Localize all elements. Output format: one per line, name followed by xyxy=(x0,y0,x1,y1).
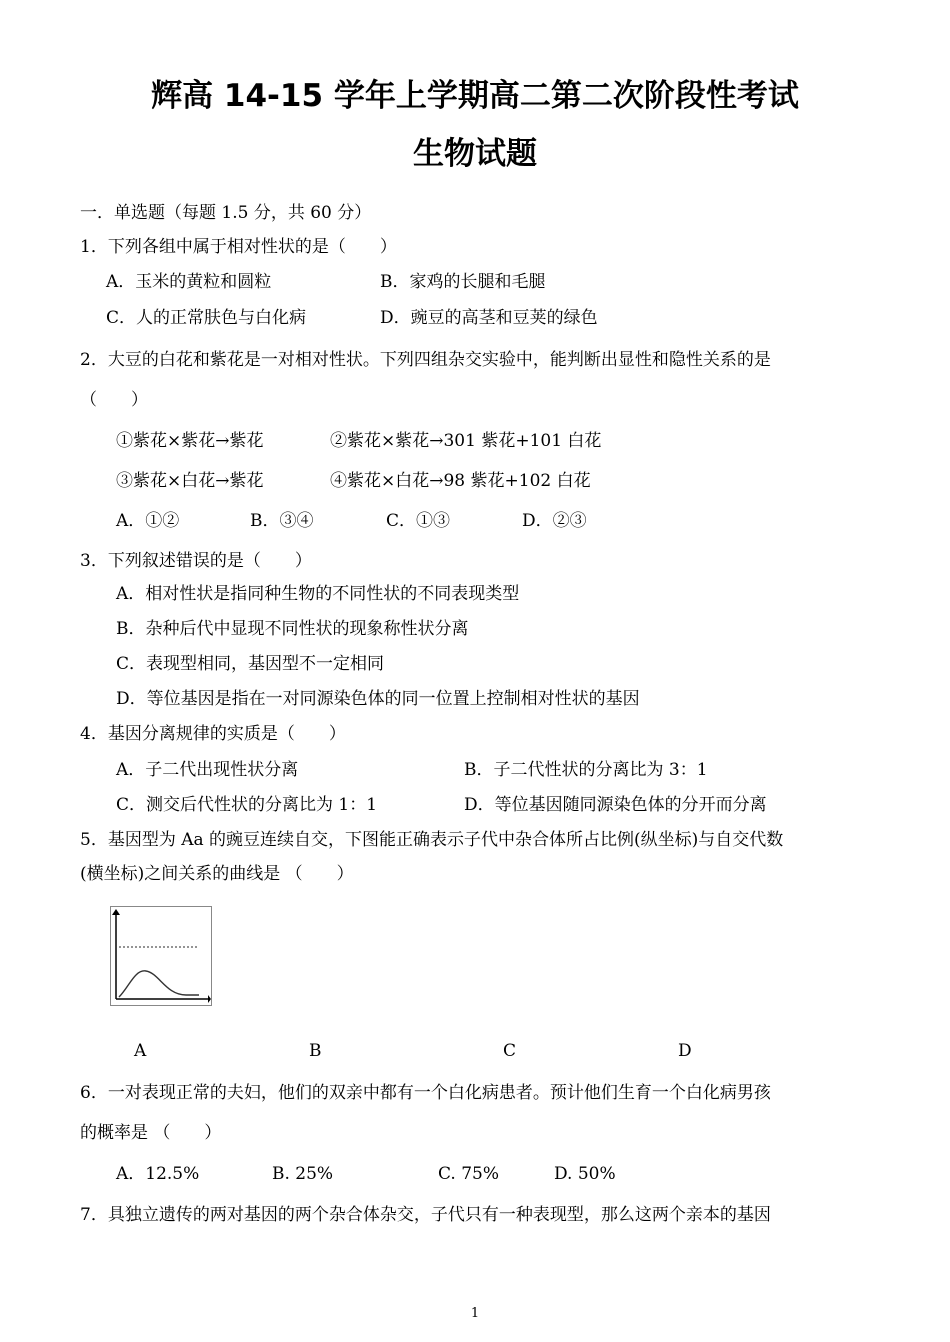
q2-experiment-4: ④紫花×白花→98 紫花+102 白花 xyxy=(330,471,591,491)
q3-option-a: A．相对性状是指同种生物的不同性状的不同表现类型 xyxy=(116,584,520,604)
q1-option-d: D．豌豆的高茎和豆荚的绿色 xyxy=(380,308,598,328)
q7-stem: 7．具独立遗传的两对基因的两个杂合体杂交，子代只有一种表现型，那么这两个亲本的基因 xyxy=(80,1205,771,1225)
section-heading: 一．单选题（每题 1.5 分，共 60 分） xyxy=(80,203,372,223)
q3-option-c: C．表现型相同，基因型不一定相同 xyxy=(116,654,385,674)
exam-title: 辉高 14-15 学年上学期高二第二次阶段性考试 xyxy=(151,78,799,114)
q4-stem: 4．基因分离规律的实质是（ ） xyxy=(80,724,346,744)
q3-option-d: D．等位基因是指在一对同源染色体的同一位置上控制相对性状的基因 xyxy=(116,689,640,709)
page-number: 1 xyxy=(470,1306,480,1321)
q2-stem-cont: （ ） xyxy=(80,390,148,410)
q6-option-c: C. 75% xyxy=(438,1164,499,1184)
curve-line xyxy=(119,971,199,997)
q1-option-a: A．玉米的黄粒和圆粒 xyxy=(106,272,272,292)
q6-stem: 6．一对表现正常的夫妇，他们的双亲中都有一个白化病患者。预计他们生育一个白化病男孩 xyxy=(80,1083,771,1103)
exam-subtitle: 生物试题 xyxy=(413,136,537,172)
curve-graph xyxy=(111,907,211,1005)
q5-stem: 5．基因型为 Aa 的豌豆连续自交，下图能正确表示子代中杂合体所占比例(纵坐标)与自交代数 xyxy=(80,830,784,850)
q2-experiment-2: ②紫花×紫花→301 紫花+101 白花 xyxy=(330,431,602,451)
q5-label-b: B xyxy=(309,1041,322,1061)
q1-option-c: C．人的正常肤色与白化病 xyxy=(106,308,307,328)
q5-label-a: A xyxy=(134,1041,147,1061)
q5-stem-cont: (横坐标)之间关系的曲线是 （ ） xyxy=(80,864,354,884)
q6-stem-cont: 的概率是 （ ） xyxy=(80,1123,222,1143)
q2-option-b: B．③④ xyxy=(250,511,314,531)
q1-option-b: B．家鸡的长腿和毛腿 xyxy=(380,272,546,292)
q2-option-a: A．①② xyxy=(116,511,180,531)
q6-option-a: A．12.5% xyxy=(116,1164,200,1184)
q6-option-b: B. 25% xyxy=(272,1164,334,1184)
q5-label-d: D xyxy=(678,1041,692,1061)
q5-label-c: C xyxy=(503,1041,517,1061)
q2-experiment-3: ③紫花×白花→紫花 xyxy=(116,471,264,491)
x-axis-arrow xyxy=(208,995,211,1003)
q4-option-b: B．子二代性状的分离比为 3：1 xyxy=(464,760,708,780)
q2-option-d: D．②③ xyxy=(522,511,587,531)
q1-stem: 1．下列各组中属于相对性状的是（ ） xyxy=(80,237,397,257)
q3-stem: 3．下列叙述错误的是（ ） xyxy=(80,551,312,571)
q4-option-c: C．测交后代性状的分离比为 1：1 xyxy=(116,795,378,815)
q4-option-a: A．子二代出现性状分离 xyxy=(116,760,299,780)
q2-experiment-1: ①紫花×紫花→紫花 xyxy=(116,431,264,451)
q3-option-b: B．杂种后代中显现不同性状的现象称性状分离 xyxy=(116,619,469,639)
q2-stem: 2．大豆的白花和紫花是一对相对性状。下列四组杂交实验中，能判断出显性和隐性关系的是 xyxy=(80,350,771,370)
y-axis-arrow xyxy=(112,909,120,915)
q5-curve-figure xyxy=(110,906,212,1006)
q4-option-d: D．等位基因随同源染色体的分开而分离 xyxy=(464,795,767,815)
q2-option-c: C．①③ xyxy=(386,511,451,531)
q6-option-d: D. 50% xyxy=(554,1164,616,1184)
